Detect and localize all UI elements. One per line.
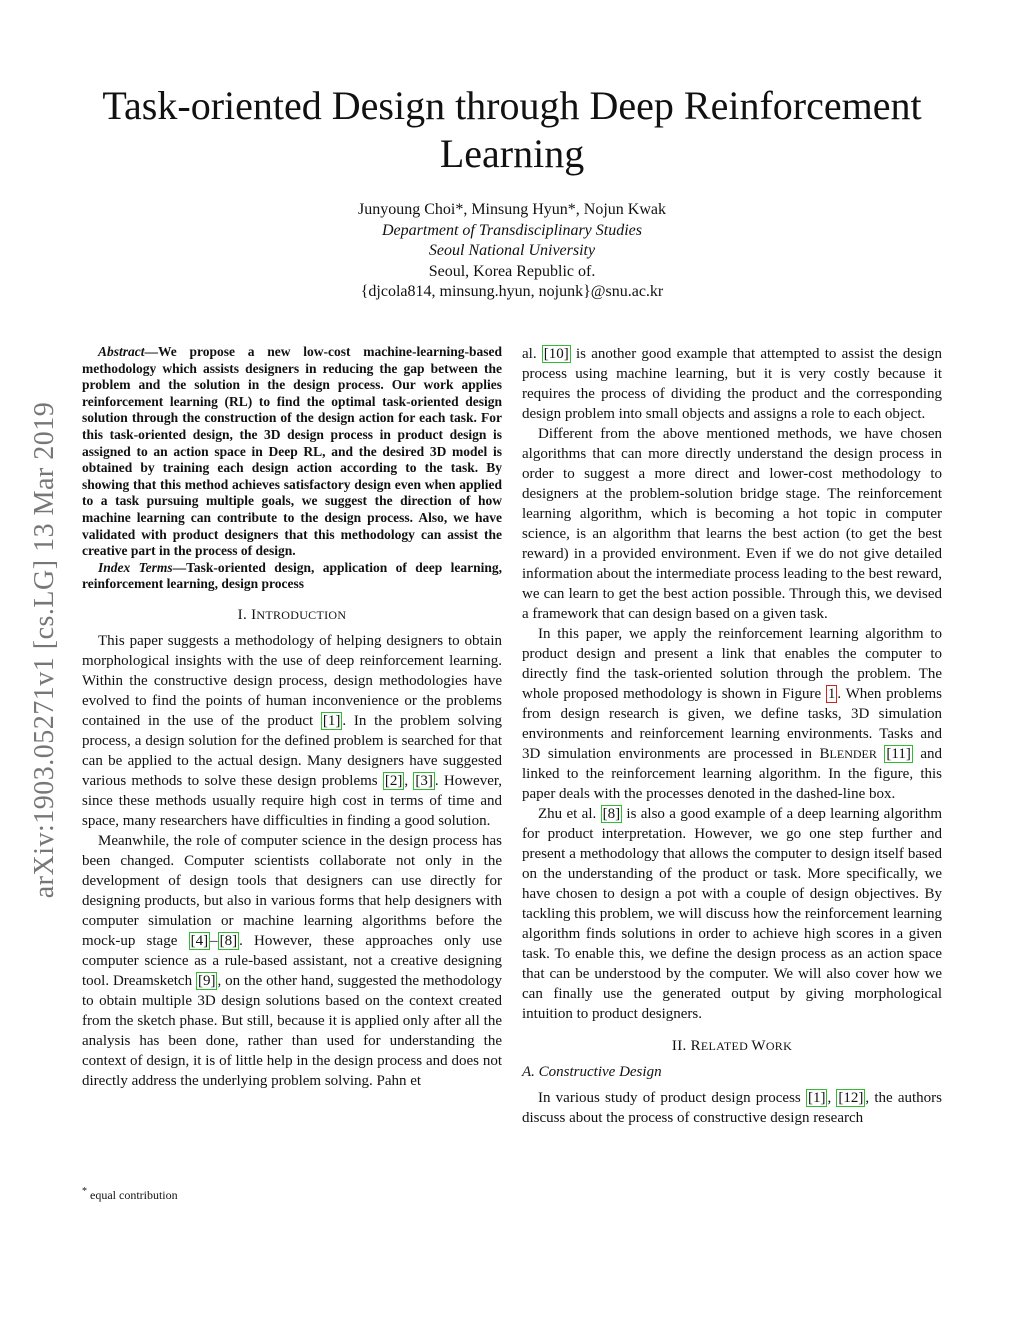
citation-link[interactable]: [1] bbox=[322, 712, 341, 729]
section-related-work-heading: II. RELATED WORK bbox=[671, 1038, 793, 1054]
abstract-label: Abstract bbox=[98, 344, 145, 359]
author-emails: {djcola814, minsung.hyun, nojunk}@snu.ac.kr bbox=[360, 283, 664, 300]
body-paragraph-2: Different from the above mentioned methods, we have chosen algorithms that can more directly understand the design process in order to suggest a more direct and lower-cost methodology to designers at the problem-solution bridge stage. The reinforcement learning algorithm, which is becoming a hot topic in computer science, is an algorithm that learns the best action (to get the best reward) in a provided environment. Even if we do not give detailed information about the intermediate process leading to the best reward, we can learn to get the best action possible. Through this, we devised a framework that can design based on a given task. bbox=[522, 426, 942, 622]
index-terms-text: —Task-oriented design, application of deep learning, reinforcement learning, design process bbox=[82, 559, 502, 592]
footnote-mark: * bbox=[82, 1186, 87, 1197]
citation-link[interactable]: [2] bbox=[384, 772, 403, 789]
body-paragraph-4: Zhu et al. [8] is also a good example of a deep learning algorithm for product interpretation. However, we go one step further and present a methodology that allows the computer to design itself based on the understanding of the product or task. More specifically, we have chosen to design a pot with a couple of design objectives. By tackling this problem, we will discuss how the reinforcement learning algorithm finds solutions in order to achieve high scores in a given task. To enable this, we define the design process as an action space that can be understood by the computer. We will also cover how we can finally use the generated output by giving morphological intuition to product designers. bbox=[522, 806, 942, 1022]
subsection-constructive-design: A. Constructive Design bbox=[522, 1064, 662, 1080]
right-column bbox=[522, 344, 942, 1128]
citation-link[interactable]: [1] bbox=[807, 1090, 826, 1106]
author-location: Seoul, Korea Republic of. bbox=[428, 262, 596, 280]
related-paragraph-1: al. [10] is another good example that attempted to assist the design process using machine learning, but it is very costly because it requires the process of dividing the product and the corresponding design problem into small objects and assigns a role to each object. bbox=[522, 346, 943, 422]
index-terms bbox=[82, 560, 502, 593]
citation-link[interactable]: [3] bbox=[415, 772, 433, 789]
author-names: Junyoung Choi*, Minsung Hyun*, Nojun Kwak bbox=[357, 201, 666, 218]
citation-link[interactable]: [12] bbox=[838, 1090, 864, 1106]
intro-paragraph-1: This paper suggests a methodology of helping designers to obtain morphological insights with the use of deep reinforcement learning. Within the constructive design process, design methodologies have evolved to find the points of human inconvenience or the problems contained in the use of the product [1] . In the problem solving process, a design solution for the defined problem is searched for that can be applied to the actual design. Many designers have suggested various methods to solve these design problems [2] , [3] . However, since these methods usually require high cost in terms of time and space, many researchers have difficulties in finding a good solution. bbox=[82, 632, 502, 829]
citation-link[interactable]: [4] bbox=[190, 932, 209, 949]
intro-paragraph-2: Meanwhile, the role of computer science in the design process has been changed. Computer scientists collaborate not only in the development of design tools that designers can use directly for designing products, but also in various forms that help designers with computer simulation or machine learning algorithms before the mock-up stage [4] – [8] . However, these approaches only use computer science as a rule-based assistant, not a creative designing tool. Dreamsketch [9] , on the other hand, suggested the methodology to obtain multiple 3D design solutions based on the context created from the sketch phase. But still, because it is applied only after all the analysis has been done, rather than used for understanding the context of design, it is of little help in the design process and does not directly address the underlying problem solving. Pahn et bbox=[82, 832, 503, 1089]
abstract bbox=[82, 344, 502, 560]
footnote bbox=[82, 1186, 178, 1203]
arxiv-sidebar bbox=[30, 350, 60, 950]
author-block bbox=[60, 200, 964, 303]
author-department: Department of Transdisciplinary Studies bbox=[382, 221, 642, 239]
citation-link[interactable]: [8] bbox=[602, 806, 621, 822]
left-column bbox=[82, 344, 502, 1091]
body-paragraph-3: In this paper, we apply the reinforcement learning algorithm to product design and present a link that enables the computer to directly find the task-oriented solution through the problem. The whole proposed methodology is shown in Figure 1 . When problems from design research is given, we define tasks, 3D simulation environments and reinforcement learning environments. Tasks and 3D simulation environments are processed in BLENDER [11] and linked to the reinforcement learning algorithm. In the figure, this paper deals with the processes denoted in the dashed-line box. bbox=[522, 626, 942, 802]
abstract-text: —We propose a new low-cost machine-learning-based methodology which assists designers in reducing the gap between the problem and the solution in the design process. Our work applies reinforcement learning (RL) to find the optimal task-oriented design solution through the construction of the design action for each task. For this task-oriented design, the 3D design process in product design is assigned to an action space in Deep RL, and the desired 3D model is obtained by training each design action according to the task. By showing that this method achieves satisfactory design even when applied to a task pursuing multiple goals, we suggest the direction of how machine learning can contribute to the design process. Also, we have validated with product designers that this methodology can assist the creative part in the process of design. bbox=[82, 344, 502, 559]
citation-link[interactable]: [8] bbox=[219, 932, 238, 949]
related-paragraph-2: In various study of product design process [1] , [12] , the authors discuss about the process of constructive design research bbox=[522, 1090, 943, 1126]
section-introduction-heading: I. INTRODUCTION bbox=[237, 606, 347, 623]
index-terms-label: Index Terms bbox=[98, 559, 173, 575]
arxiv-stamp: arXiv:1903.05271v1 [cs.LG] 13 Mar 2019 bbox=[29, 401, 60, 899]
citation-link[interactable]: [10] bbox=[543, 346, 569, 362]
citation-link[interactable]: [11] bbox=[886, 746, 911, 762]
figure-link[interactable]: 1 bbox=[827, 686, 836, 702]
citation-link[interactable]: [9] bbox=[197, 972, 216, 989]
paper-title: Task-oriented Design through Deep Reinforcement Learning bbox=[102, 83, 922, 176]
footnote-text: equal contribution bbox=[87, 1188, 178, 1202]
author-university: Seoul National University bbox=[428, 242, 596, 259]
